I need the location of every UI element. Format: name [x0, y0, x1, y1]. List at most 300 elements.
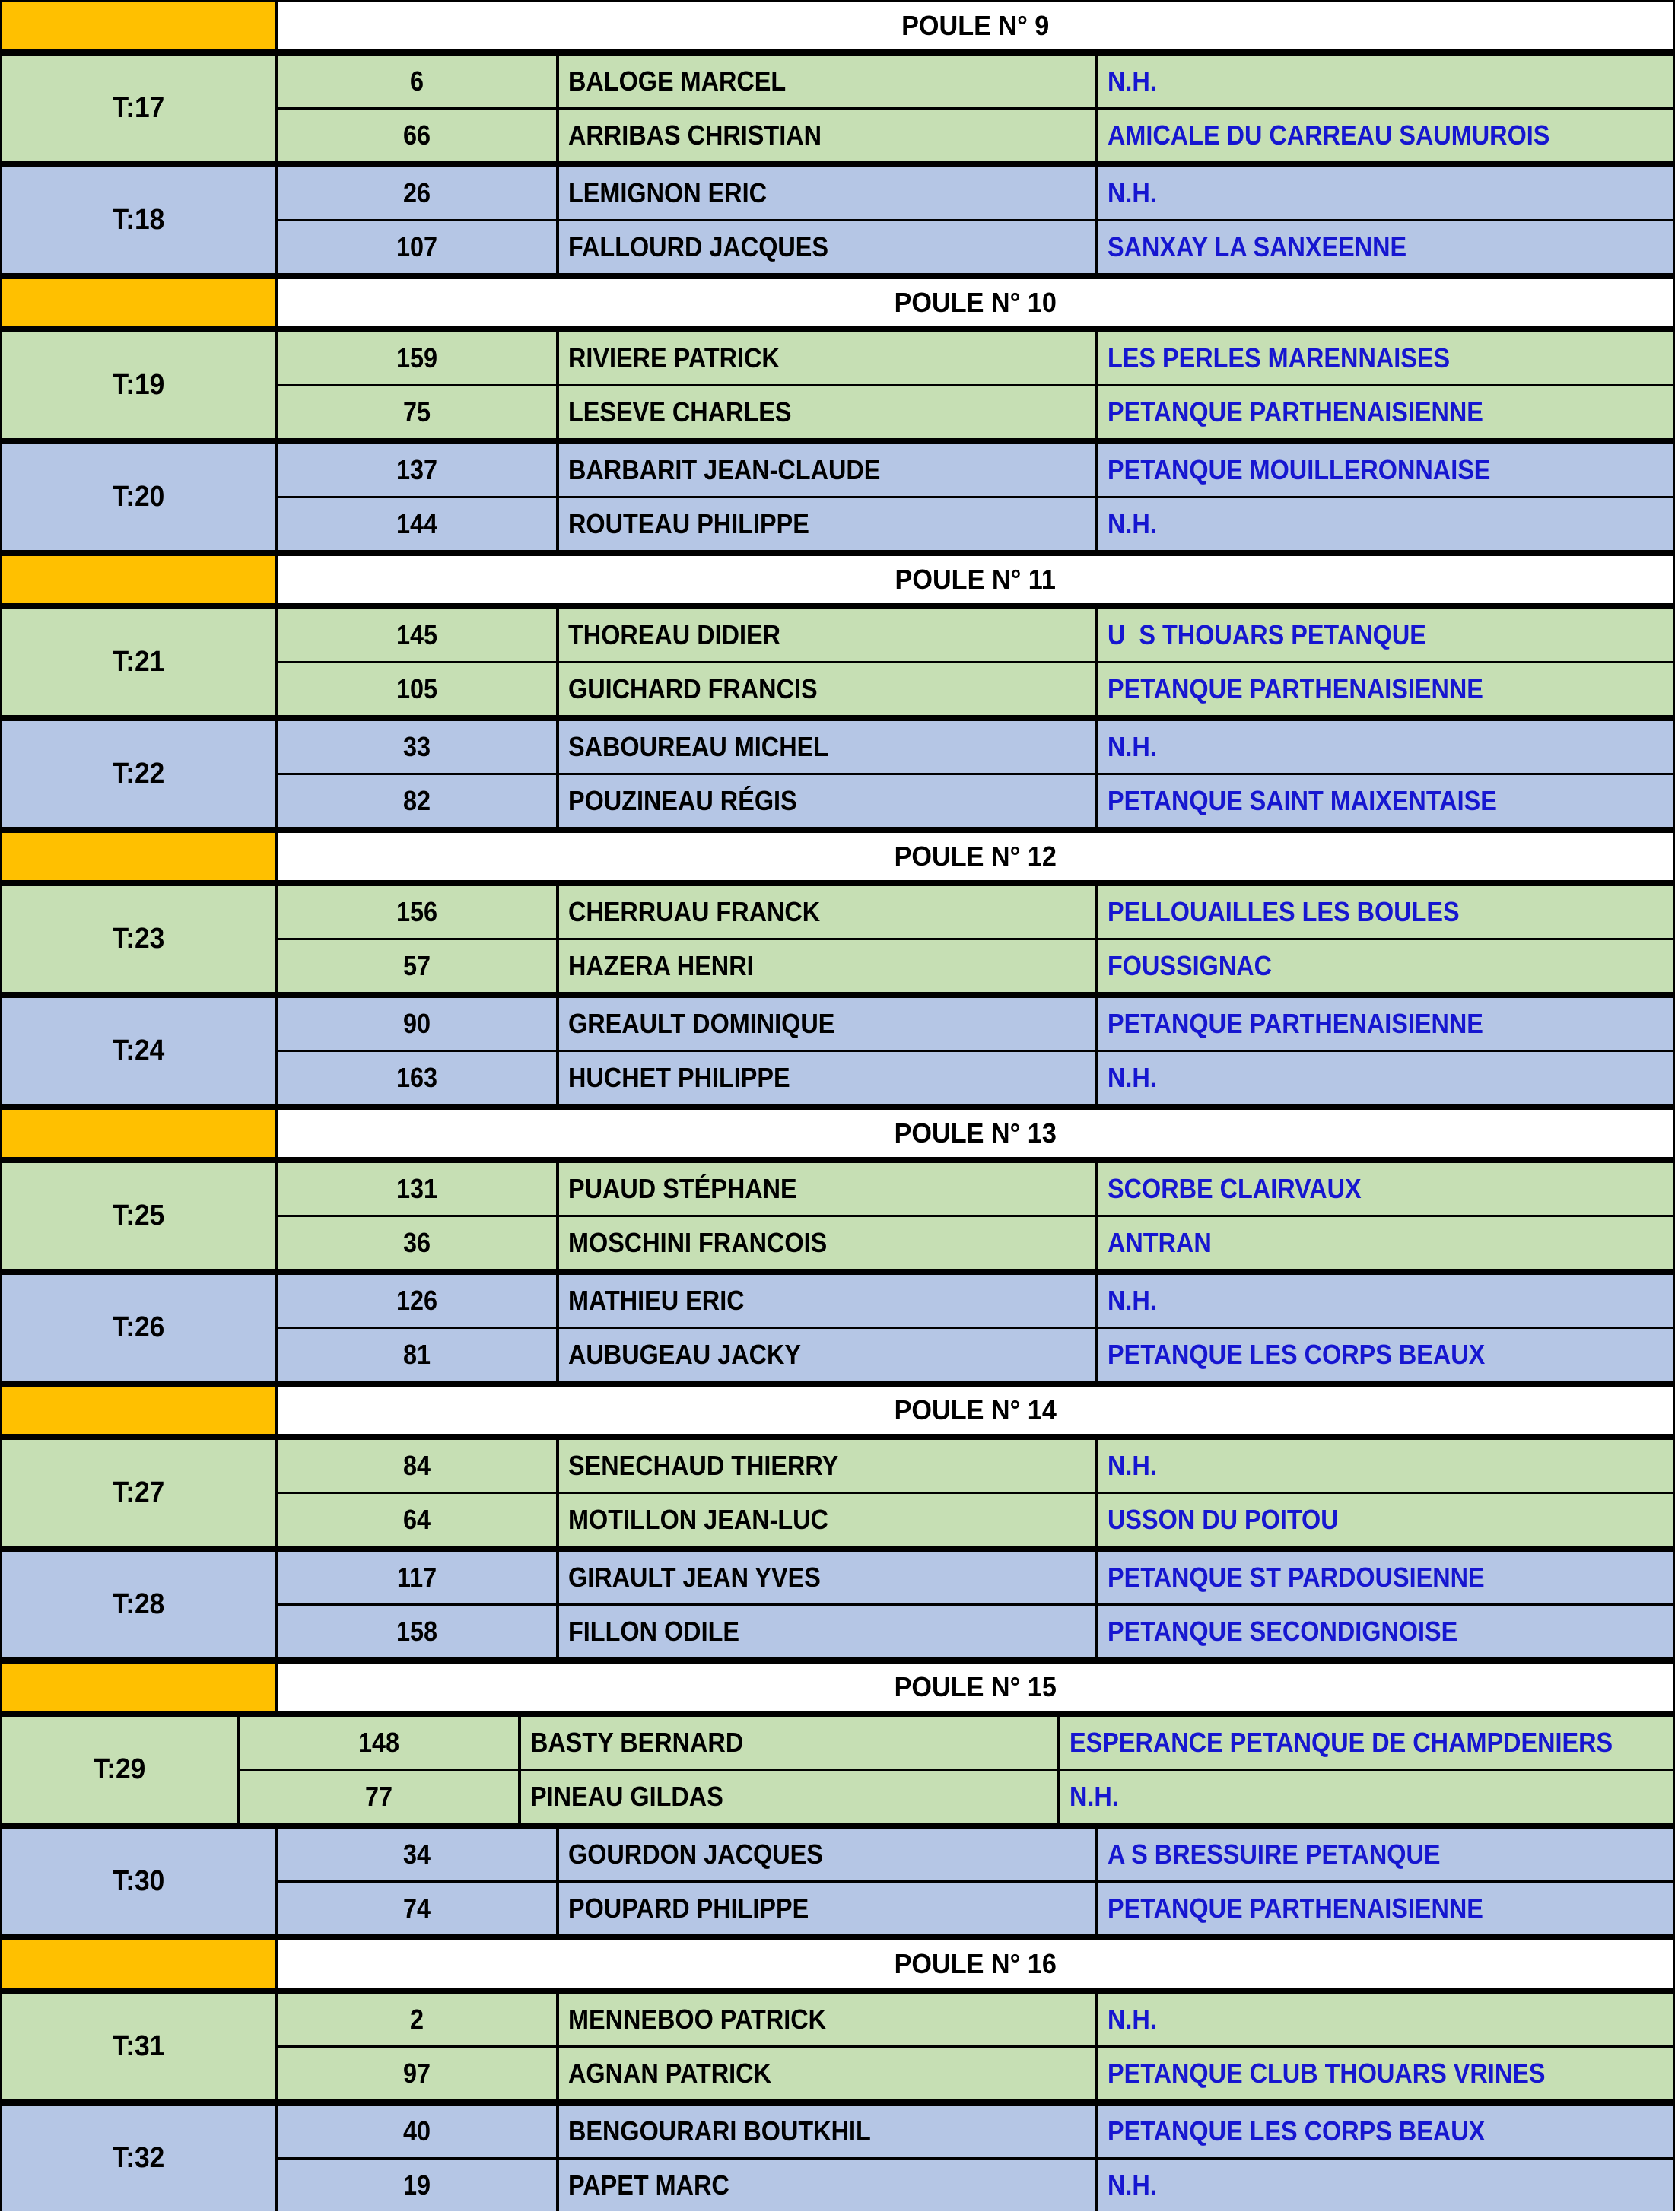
player-number: 6 — [409, 65, 424, 97]
terrain-pair — [2, 444, 1673, 550]
player-club: FOUSSIGNAC — [1108, 950, 1273, 981]
player-club-cell — [1098, 1329, 1673, 1381]
player-club-cell — [1098, 1275, 1673, 1327]
player-club: SANXAY LA SANXEENNE — [1108, 231, 1407, 262]
poule-header-row — [2, 1387, 1673, 1434]
terrain-pair — [2, 721, 1673, 827]
poule-block — [2, 1110, 1673, 1381]
player-club: PETANQUE PARTHENAISIENNE — [1108, 673, 1483, 704]
t-label: T:22 — [112, 758, 165, 790]
player-club-cell — [1098, 721, 1673, 773]
player-name-cell — [559, 998, 1095, 1050]
t-label-cell — [2, 1552, 275, 1657]
player-name: ROUTEAU PHILIPPE — [568, 508, 809, 539]
player-number-cell — [278, 2106, 556, 2157]
player-club: USSON DU POITOU — [1108, 1504, 1339, 1535]
player-number: 77 — [364, 1781, 393, 1812]
player-row — [278, 386, 1673, 438]
player-number: 34 — [402, 1839, 431, 1870]
player-row — [240, 1717, 1673, 1769]
player-name-cell — [559, 1494, 1095, 1546]
player-name-cell — [559, 221, 1095, 273]
player-row — [278, 1217, 1673, 1269]
poule-title: POULE N° 10 — [894, 287, 1057, 318]
poule-header-row — [2, 1940, 1673, 1988]
player-name: GREAULT DOMINIQUE — [568, 1008, 835, 1039]
player-club-cell — [1060, 1717, 1673, 1769]
player-name: BASTY BERNARD — [529, 1727, 743, 1758]
player-number-cell — [278, 721, 556, 773]
player-number-cell — [278, 1606, 556, 1657]
player-club-cell — [1098, 386, 1673, 438]
t-label-cell — [2, 1717, 237, 1823]
terrain-pair — [2, 609, 1673, 715]
player-row — [278, 221, 1673, 273]
player-row — [278, 1052, 1673, 1104]
player-name: PINEAU GILDAS — [529, 1781, 723, 1812]
player-name: POUZINEAU RÉGIS — [568, 785, 797, 816]
player-name-cell — [559, 609, 1095, 661]
player-number: 144 — [396, 508, 438, 539]
poule-header-row — [2, 833, 1673, 880]
player-club: N.H. — [1069, 1781, 1119, 1812]
player-club-cell — [1098, 1994, 1673, 2045]
player-club-cell — [1098, 498, 1673, 550]
player-club-cell — [1098, 110, 1673, 161]
player-name-cell — [559, 721, 1095, 773]
t-label: T:30 — [112, 1865, 165, 1897]
t-label-cell — [2, 1163, 275, 1269]
poule-header-row — [2, 279, 1673, 326]
player-number: 148 — [358, 1727, 399, 1758]
terrain-pair — [2, 1829, 1673, 1934]
player-club-cell — [1098, 2106, 1673, 2157]
t-label-cell — [2, 998, 275, 1104]
player-number: 57 — [402, 950, 431, 981]
player-name: SENECHAUD THIERRY — [568, 1450, 839, 1481]
player-row — [278, 940, 1673, 992]
player-club-cell — [1098, 1883, 1673, 1934]
player-club-cell — [1098, 775, 1673, 827]
terrain-pair — [2, 998, 1673, 1104]
player-name-cell — [559, 2048, 1095, 2099]
player-club: PETANQUE LES CORPS BEAUX — [1108, 2115, 1486, 2147]
player-row — [278, 1440, 1673, 1492]
player-number: 105 — [396, 673, 438, 704]
player-number-cell — [278, 221, 556, 273]
player-club: PETANQUE LES CORPS BEAUX — [1108, 1339, 1486, 1370]
t-label: T:24 — [112, 1034, 165, 1066]
player-number-cell — [278, 110, 556, 161]
player-club: PELLOUAILLES LES BOULES — [1108, 896, 1460, 927]
t-label: T:17 — [112, 92, 165, 124]
player-name-cell — [559, 1552, 1095, 1603]
poule-header-orange-cell — [2, 1110, 275, 1157]
poule-header-orange-cell — [2, 279, 275, 326]
player-name-cell — [559, 498, 1095, 550]
player-row — [278, 775, 1673, 827]
player-club: N.H. — [1108, 508, 1157, 539]
player-number-cell — [278, 1329, 556, 1381]
player-number-cell — [278, 775, 556, 827]
player-row — [278, 1606, 1673, 1657]
poule-title: POULE N° 9 — [901, 10, 1050, 41]
player-club-cell — [1098, 1163, 1673, 1215]
player-name-cell — [559, 332, 1095, 384]
player-club-cell — [1098, 886, 1673, 938]
player-row — [278, 1329, 1673, 1381]
player-number: 64 — [402, 1504, 431, 1535]
player-name-cell — [559, 444, 1095, 496]
player-name: FILLON ODILE — [568, 1616, 739, 1647]
player-number-cell — [278, 1552, 556, 1603]
player-club-cell — [1098, 56, 1673, 107]
terrain-pair — [2, 1717, 1673, 1823]
player-club-cell — [1098, 1552, 1673, 1603]
poule-header-orange-cell — [2, 556, 275, 603]
player-name-cell — [521, 1717, 1057, 1769]
player-number: 90 — [402, 1008, 431, 1039]
player-number: 36 — [402, 1227, 431, 1258]
t-label: T:28 — [112, 1588, 165, 1620]
poule-block — [2, 1940, 1673, 2211]
player-club-cell — [1098, 609, 1673, 661]
player-name-cell — [559, 886, 1095, 938]
player-row — [278, 663, 1673, 715]
player-number-cell — [278, 1829, 556, 1880]
poule-title: POULE N° 15 — [894, 1671, 1057, 1702]
t-label: T:23 — [112, 923, 165, 955]
player-name: AGNAN PATRICK — [568, 2058, 771, 2089]
player-number: 74 — [402, 1893, 431, 1924]
terrain-pair — [2, 56, 1673, 161]
player-name-cell — [559, 1163, 1095, 1215]
player-name: BENGOURARI BOUTKHIL — [568, 2115, 871, 2147]
poule-block — [2, 1387, 1673, 1657]
player-number-cell — [278, 332, 556, 384]
player-number: 97 — [402, 2058, 431, 2089]
t-label: T:18 — [112, 204, 165, 236]
player-club-cell — [1098, 1494, 1673, 1546]
player-name: AUBUGEAU JACKY — [568, 1339, 802, 1370]
player-number: 33 — [402, 731, 431, 762]
player-club: A S BRESSUIRE PETANQUE — [1108, 1839, 1441, 1870]
player-name-cell — [559, 663, 1095, 715]
player-name: GOURDON JACQUES — [568, 1839, 823, 1870]
player-name: FALLOURD JACQUES — [568, 231, 829, 262]
poule-title-cell — [278, 279, 1673, 326]
player-name-cell — [559, 1329, 1095, 1381]
player-number-cell — [278, 1052, 556, 1104]
poule-header-orange-cell — [2, 1940, 275, 1988]
player-club-cell — [1098, 2048, 1673, 2099]
player-name: ARRIBAS CHRISTIAN — [568, 119, 822, 151]
player-number: 66 — [402, 119, 431, 151]
poule-block — [2, 556, 1673, 827]
player-row — [278, 167, 1673, 219]
player-club-cell — [1098, 1606, 1673, 1657]
player-club-cell — [1098, 332, 1673, 384]
player-number: 163 — [396, 1062, 438, 1093]
player-club: AMICALE DU CARREAU SAUMUROIS — [1108, 119, 1550, 151]
player-number: 159 — [396, 342, 438, 373]
player-name: HAZERA HENRI — [568, 950, 754, 981]
player-row — [278, 2106, 1673, 2157]
player-name-cell — [559, 110, 1095, 161]
player-name-cell — [559, 1994, 1095, 2045]
poule-title-cell — [278, 2, 1673, 49]
terrain-pair — [2, 167, 1673, 273]
player-number: 107 — [396, 231, 438, 262]
player-number-cell — [240, 1717, 518, 1769]
player-club: N.H. — [1108, 1450, 1157, 1481]
player-number: 117 — [396, 1562, 437, 1593]
player-club: PETANQUE CLUB THOUARS VRINES — [1108, 2058, 1546, 2089]
player-club: PETANQUE ST PARDOUSIENNE — [1108, 1562, 1485, 1593]
player-club: N.H. — [1108, 1062, 1157, 1093]
poule-header-row — [2, 2, 1673, 49]
poule-block — [2, 2, 1673, 273]
player-name-cell — [559, 1883, 1095, 1934]
poule-header-row — [2, 1110, 1673, 1157]
player-number: 19 — [402, 2169, 431, 2201]
player-club-cell — [1098, 444, 1673, 496]
player-club: N.H. — [1108, 731, 1157, 762]
player-number-cell — [278, 444, 556, 496]
player-row — [278, 498, 1673, 550]
player-row — [278, 998, 1673, 1050]
t-label: T:25 — [112, 1200, 165, 1232]
player-name: GUICHARD FRANCIS — [568, 673, 818, 704]
terrain-pair — [2, 1275, 1673, 1381]
poule-title-cell — [278, 556, 1673, 603]
player-name: RIVIERE PATRICK — [568, 342, 780, 373]
player-name: HUCHET PHILIPPE — [568, 1062, 790, 1093]
player-number: 84 — [402, 1450, 431, 1481]
player-club: PETANQUE PARTHENAISIENNE — [1108, 1893, 1483, 1924]
player-number: 26 — [402, 177, 431, 208]
terrain-pair — [2, 1994, 1673, 2099]
terrain-pair — [2, 332, 1673, 438]
terrain-pair — [2, 886, 1673, 992]
t-label: T:21 — [112, 646, 165, 678]
t-label-cell — [2, 56, 275, 161]
poule-title-cell — [278, 1387, 1673, 1434]
poule-title-cell — [278, 1110, 1673, 1157]
player-number-cell — [240, 1771, 518, 1823]
player-club: PETANQUE PARTHENAISIENNE — [1108, 396, 1483, 427]
t-label: T:31 — [112, 2030, 165, 2062]
player-number-cell — [278, 2160, 556, 2211]
player-name-cell — [559, 1829, 1095, 1880]
poule-header-orange-cell — [2, 833, 275, 880]
player-number-cell — [278, 1994, 556, 2045]
player-club: N.H. — [1108, 2169, 1157, 2201]
t-label-cell — [2, 1440, 275, 1546]
player-row — [278, 721, 1673, 773]
poule-title-cell — [278, 1940, 1673, 1988]
player-number: 158 — [396, 1616, 438, 1647]
poule-title: POULE N° 12 — [894, 841, 1057, 872]
player-club-cell — [1098, 663, 1673, 715]
player-row — [278, 332, 1673, 384]
player-row — [278, 1494, 1673, 1546]
player-number: 82 — [402, 785, 431, 816]
player-row — [278, 1552, 1673, 1603]
player-name: SABOUREAU MICHEL — [568, 731, 829, 762]
player-row — [278, 609, 1673, 661]
player-number-cell — [278, 1217, 556, 1269]
player-club: PETANQUE SAINT MAIXENTAISE — [1108, 785, 1497, 816]
player-number: 156 — [396, 896, 438, 927]
player-name-cell — [559, 775, 1095, 827]
player-number: 75 — [402, 396, 431, 427]
player-number: 145 — [396, 619, 438, 650]
player-number: 40 — [402, 2115, 431, 2147]
player-club-cell — [1098, 940, 1673, 992]
player-name-cell — [521, 1771, 1057, 1823]
player-name: PAPET MARC — [568, 2169, 729, 2201]
poule-title: POULE N° 16 — [894, 1948, 1057, 1979]
player-name: THOREAU DIDIER — [568, 619, 781, 650]
player-number: 2 — [409, 2004, 424, 2035]
player-club: N.H. — [1108, 177, 1157, 208]
t-label-cell — [2, 332, 275, 438]
player-number-cell — [278, 663, 556, 715]
poule-header-orange-cell — [2, 2, 275, 49]
player-name: LEMIGNON ERIC — [568, 177, 768, 208]
player-number: 131 — [396, 1173, 438, 1204]
player-club-cell — [1098, 167, 1673, 219]
t-label-cell — [2, 1994, 275, 2099]
t-label-cell — [2, 2106, 275, 2211]
player-name-cell — [559, 167, 1095, 219]
t-label: T:27 — [112, 1476, 165, 1508]
player-club: U S THOUARS PETANQUE — [1108, 619, 1426, 650]
player-club: ANTRAN — [1108, 1227, 1212, 1258]
t-label-cell — [2, 721, 275, 827]
t-label: T:19 — [112, 369, 165, 401]
player-name-cell — [559, 1275, 1095, 1327]
poule-block — [2, 279, 1673, 550]
poule-block — [2, 833, 1673, 1104]
player-club-cell — [1098, 2160, 1673, 2211]
player-name: BARBARIT JEAN-CLAUDE — [568, 454, 881, 485]
player-name: CHERRUAU FRANCK — [568, 896, 821, 927]
t-label: T:26 — [112, 1311, 165, 1343]
player-row — [278, 1275, 1673, 1327]
player-row — [278, 1163, 1673, 1215]
player-name-cell — [559, 940, 1095, 992]
player-club-cell — [1098, 1052, 1673, 1104]
poule-title: POULE N° 13 — [894, 1117, 1057, 1149]
player-club: SCORBE CLAIRVAUX — [1108, 1173, 1362, 1204]
player-name: LESEVE CHARLES — [568, 396, 792, 427]
player-name: MENNEBOO PATRICK — [568, 2004, 827, 2035]
player-name-cell — [559, 1440, 1095, 1492]
t-label-cell — [2, 1829, 275, 1934]
poule-title-cell — [278, 833, 1673, 880]
player-row — [278, 2160, 1673, 2211]
player-number-cell — [278, 609, 556, 661]
player-name-cell — [559, 1217, 1095, 1269]
player-number: 126 — [396, 1285, 438, 1316]
player-club: N.H. — [1108, 2004, 1157, 2035]
t-label: T:29 — [93, 1753, 146, 1785]
player-row — [278, 444, 1673, 496]
player-name: GIRAULT JEAN YVES — [568, 1562, 821, 1593]
terrain-pair — [2, 2106, 1673, 2211]
player-club: N.H. — [1108, 65, 1157, 97]
player-number: 81 — [402, 1339, 431, 1370]
player-club: PETANQUE PARTHENAISIENNE — [1108, 1008, 1483, 1039]
player-name-cell — [559, 2160, 1095, 2211]
poule-header-orange-cell — [2, 1664, 275, 1711]
player-club-cell — [1098, 1829, 1673, 1880]
poule-title-cell — [278, 1664, 1673, 1711]
player-club-cell — [1098, 1217, 1673, 1269]
player-number: 137 — [396, 454, 438, 485]
player-name: MOTILLON JEAN-LUC — [568, 1504, 828, 1535]
player-row — [278, 110, 1673, 161]
player-number-cell — [278, 940, 556, 992]
t-label-cell — [2, 444, 275, 550]
terrain-pair — [2, 1552, 1673, 1657]
t-label-cell — [2, 167, 275, 273]
player-club-cell — [1060, 1771, 1673, 1823]
player-row — [278, 1994, 1673, 2045]
player-row — [278, 2048, 1673, 2099]
player-number-cell — [278, 1275, 556, 1327]
poule-header-row — [2, 556, 1673, 603]
player-row — [278, 886, 1673, 938]
player-row — [278, 1883, 1673, 1934]
player-number-cell — [278, 56, 556, 107]
t-label: T:32 — [112, 2142, 165, 2174]
player-name: MOSCHINI FRANCOIS — [568, 1227, 828, 1258]
t-label-cell — [2, 1275, 275, 1381]
player-number-cell — [278, 886, 556, 938]
player-club: PETANQUE SECONDIGNOISE — [1108, 1616, 1458, 1647]
poule-title: POULE N° 14 — [894, 1394, 1057, 1425]
player-row — [240, 1771, 1673, 1823]
player-number-cell — [278, 386, 556, 438]
player-name-cell — [559, 2106, 1095, 2157]
t-label-cell — [2, 609, 275, 715]
t-label-cell — [2, 886, 275, 992]
player-number-cell — [278, 2048, 556, 2099]
player-name: MATHIEU ERIC — [568, 1285, 745, 1316]
player-club: ESPERANCE PETANQUE DE CHAMPDENIERS — [1069, 1727, 1613, 1758]
player-club: N.H. — [1108, 1285, 1157, 1316]
player-number-cell — [278, 998, 556, 1050]
player-club: LES PERLES MARENNAISES — [1108, 342, 1451, 373]
player-number-cell — [278, 1440, 556, 1492]
player-name: PUAUD STÉPHANE — [568, 1173, 797, 1204]
player-number-cell — [278, 498, 556, 550]
player-number-cell — [278, 1494, 556, 1546]
player-club: PETANQUE MOUILLERONNAISE — [1108, 454, 1491, 485]
player-club-cell — [1098, 1440, 1673, 1492]
player-name-cell — [559, 386, 1095, 438]
player-name: BALOGE MARCEL — [568, 65, 787, 97]
player-club-cell — [1098, 221, 1673, 273]
player-name-cell — [559, 56, 1095, 107]
terrain-pair — [2, 1163, 1673, 1269]
player-number-cell — [278, 1883, 556, 1934]
poule-header-orange-cell — [2, 1387, 275, 1434]
player-name-cell — [559, 1606, 1095, 1657]
